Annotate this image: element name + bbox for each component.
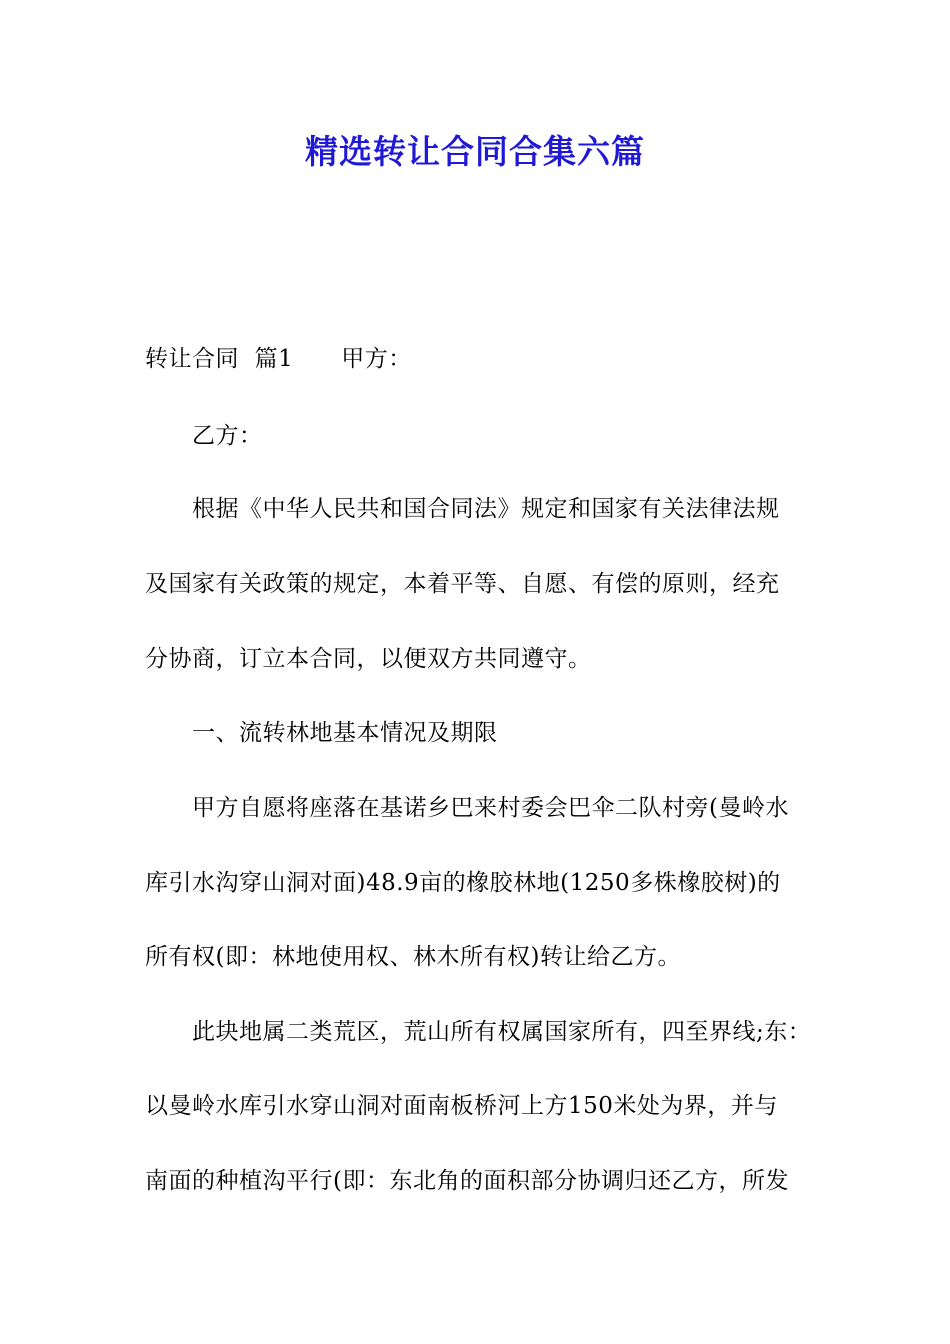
paragraph-line: 分协商，订立本合同，以便双方共同遵守。 (145, 646, 592, 672)
paragraph-line: 甲方自愿将座落在基诺乡巴来村委会巴伞二队村旁(曼岭水 (192, 795, 789, 821)
clause-heading: 一、流转林地基本情况及期限 (192, 720, 498, 746)
paragraph-line: 以曼岭水库引水穿山洞对面南板桥河上方150米处为界，并与 (145, 1093, 778, 1119)
paragraph-line: 南面的种植沟平行(即：东北角的面积部分协调归还乙方，所发 (145, 1168, 789, 1194)
section-heading (145, 343, 825, 375)
section-label: 转让合同 篇1 (145, 346, 294, 372)
document-title: 精选转让合同合集六篇 (305, 132, 645, 171)
paragraph-line: 库引水沟穿山洞对面)48.9亩的橡胶林地(1250多株橡胶树)的 (145, 870, 781, 896)
paragraph-line: 所有权(即：林地使用权、林木所有权)转让给乙方。 (145, 944, 681, 970)
paragraph-line: 根据《中华人民共和国合同法》规定和国家有关法律法规 (192, 496, 780, 522)
party-b-label: 乙方： (192, 423, 263, 449)
paragraph-line: 及国家有关政策的规定，本着平等、自愿、有偿的原则，经充 (145, 571, 780, 597)
paragraph-line: 此块地属二类荒区，荒山所有权属国家所有，四至界线;东： (192, 1019, 812, 1045)
party-a-label: 甲方： (341, 346, 412, 372)
